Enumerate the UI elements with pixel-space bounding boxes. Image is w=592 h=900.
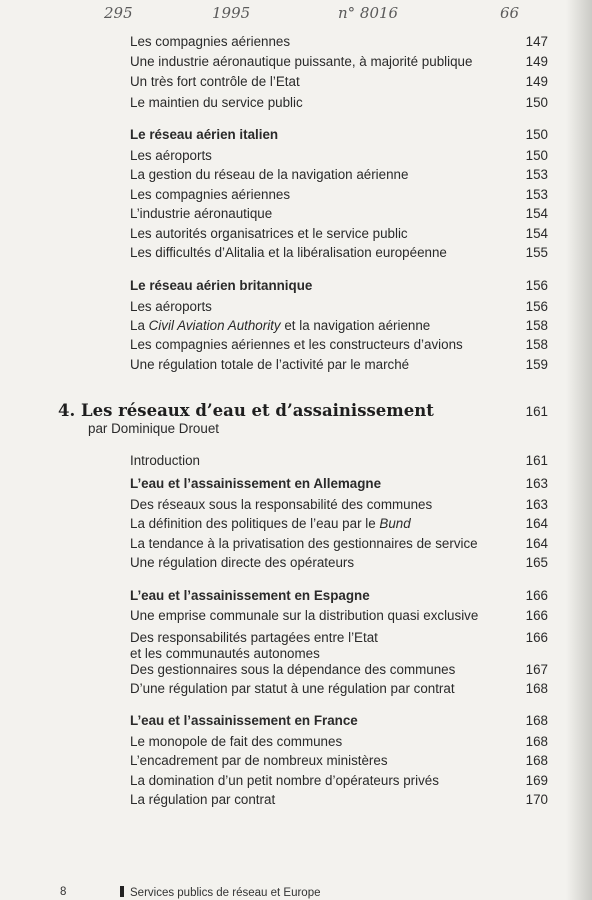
toc-entry[interactable]: [130, 734, 548, 750]
toc-entry-title: L’encadrement par de nombreux ministères: [130, 753, 388, 768]
toc-entry[interactable]: [130, 662, 548, 678]
toc-entry-title: Une industrie aéronautique puissante, à majorité publique: [130, 54, 473, 69]
toc-entry[interactable]: [130, 167, 548, 183]
footer-running-title: [120, 886, 321, 899]
title-line: Des responsabilités partagées entre l’Etat: [130, 630, 378, 645]
toc-entry-title: La gestion du réseau de la navigation aérienne: [130, 167, 409, 182]
toc-section-heading[interactable]: [130, 713, 548, 729]
toc-entry-title: D’une régulation par statut à une régulation par contrat: [130, 681, 455, 696]
toc-entry-page: 158: [525, 337, 548, 352]
toc-entry-page: 166: [525, 630, 548, 645]
title-italic-part: Civil Aviation Authority: [148, 318, 281, 333]
toc-entry-page: 150: [525, 148, 548, 163]
chapter-author: par Dominique Drouet: [88, 421, 219, 436]
toc-entry[interactable]: [130, 337, 548, 353]
toc-entry-page: 155: [525, 245, 548, 260]
toc-heading-title: L’eau et l’assainissement en Espagne: [130, 588, 370, 603]
toc-entry-page: 168: [525, 734, 548, 749]
chapter-page: 161: [525, 404, 548, 419]
footer-mark: [120, 886, 124, 897]
toc-entry-page: 170: [525, 792, 548, 807]
toc-entry-title: Les compagnies aériennes: [130, 34, 291, 49]
title-part: et la navigation aérienne: [280, 318, 431, 333]
page-edge-shadow: [566, 0, 592, 900]
toc-entry-title: [130, 630, 378, 662]
toc-entry-title: La domination d’un petit nombre d’opérateurs privés: [130, 773, 439, 788]
toc-entry-page: 161: [525, 453, 548, 468]
title-part: La: [130, 318, 149, 333]
toc-entry[interactable]: [130, 95, 548, 111]
toc-entry-title: Les aéroports: [130, 148, 212, 163]
toc-entry-title: La tendance à la privatisation des gestionnaires de service: [130, 536, 478, 551]
toc-entry-page: 154: [525, 206, 548, 221]
toc-entry-title: Introduction: [130, 453, 200, 468]
toc-entry[interactable]: [130, 516, 548, 532]
toc-entry[interactable]: [130, 226, 548, 242]
toc-entry[interactable]: [130, 357, 548, 373]
chapter-title: 4. Les réseaux d’eau et d’assainissement: [58, 401, 434, 420]
toc-entry-page: 150: [525, 95, 548, 110]
toc-entry-title: Un très fort contrôle de l’Etat: [130, 74, 300, 89]
toc-entry-page: 168: [525, 681, 548, 696]
toc-entry-page: 156: [525, 278, 548, 293]
toc-entry-title: [130, 516, 411, 532]
handwritten-note-b: 1995: [212, 4, 251, 22]
toc-entry-title: Le maintien du service public: [130, 95, 303, 110]
footer-page-number: 8: [60, 886, 67, 898]
toc-entry[interactable]: [130, 608, 548, 624]
toc-entry[interactable]: [130, 74, 548, 90]
toc-entry[interactable]: [130, 187, 548, 203]
toc-entry-page: 159: [525, 357, 548, 372]
toc-entry-page: 166: [525, 588, 548, 603]
toc-entry-page: 156: [525, 299, 548, 314]
toc-entry-page: 164: [525, 516, 548, 531]
toc-section-heading[interactable]: [130, 278, 548, 294]
toc-entry-title: Les aéroports: [130, 299, 212, 314]
toc-entry[interactable]: [130, 555, 548, 571]
toc-heading-title: Le réseau aérien britannique: [130, 278, 313, 293]
toc-entry-page: 167: [525, 662, 548, 677]
toc-entry-title: Une régulation totale de l’activité par le marché: [130, 357, 410, 372]
toc-entry[interactable]: [130, 773, 548, 789]
toc-entry[interactable]: [130, 681, 548, 697]
toc-entry-title: Les compagnies aériennes et les constructeurs d’avions: [130, 337, 463, 352]
handwritten-note-d: 66: [500, 4, 520, 22]
handwritten-note-a: 295: [104, 4, 133, 22]
toc-entry-title: Des réseaux sous la responsabilité des communes: [130, 497, 433, 512]
toc-section-heading[interactable]: [130, 476, 548, 492]
toc-entry-title: Des gestionnaires sous la dépendance des communes: [130, 662, 456, 677]
toc-entry[interactable]: [130, 299, 548, 315]
toc-entry-title: Les autorités organisatrices et le service public: [130, 226, 408, 241]
toc-entry-page: 149: [525, 54, 548, 69]
toc-entry[interactable]: [130, 245, 548, 261]
title-part: La définition des politiques de l’eau par le: [130, 516, 380, 531]
title-italic-part: Bund: [379, 516, 411, 531]
toc-entry[interactable]: [130, 630, 548, 662]
toc-entry-page: 163: [525, 497, 548, 512]
toc-entry[interactable]: [130, 536, 548, 552]
toc-entry-page: 153: [525, 187, 548, 202]
toc-entry[interactable]: [130, 792, 548, 808]
toc-entry-page: 163: [525, 476, 548, 491]
toc-entry[interactable]: [130, 54, 548, 70]
toc-heading-title: L’eau et l’assainissement en France: [130, 713, 358, 728]
toc-entry-page: 153: [525, 167, 548, 182]
toc-entry-title: Le monopole de fait des communes: [130, 734, 343, 749]
toc-entry-page: 169: [525, 773, 548, 788]
toc-entry-page: 168: [525, 713, 548, 728]
handwritten-note-c: n° 8016: [338, 4, 399, 22]
toc-entry-page: 150: [525, 127, 548, 142]
toc-heading-title: L’eau et l’assainissement en Allemagne: [130, 476, 382, 491]
toc-entry[interactable]: [130, 318, 548, 334]
toc-entry[interactable]: [130, 34, 548, 50]
toc-entry-title: Les compagnies aériennes: [130, 187, 291, 202]
toc-entry-title: L’industrie aéronautique: [130, 206, 273, 221]
toc-entry-title: Une régulation directe des opérateurs: [130, 555, 355, 570]
toc-entry-page: 154: [525, 226, 548, 241]
toc-entry[interactable]: [130, 148, 548, 164]
toc-section-heading[interactable]: [130, 127, 548, 143]
toc-entry-title: Une emprise communale sur la distribution quasi exclusive: [130, 608, 479, 623]
toc-entry-page: 166: [525, 608, 548, 623]
toc-entry[interactable]: [130, 453, 548, 469]
toc-heading-title: Le réseau aérien italien: [130, 127, 279, 142]
footer-running-title-text: Services publics de réseau et Europe: [130, 887, 321, 899]
toc-entry-page: 149: [525, 74, 548, 89]
title-line: et les communautés autonomes: [130, 646, 320, 661]
toc-section-heading[interactable]: [130, 588, 548, 604]
toc-entry-page: 168: [525, 753, 548, 768]
toc-entry-title: [130, 318, 430, 334]
toc-entry-page: 165: [525, 555, 548, 570]
toc-entry-title: Les difficultés d’Alitalia et la libéralisation européenne: [130, 245, 447, 260]
toc-entry[interactable]: [130, 753, 548, 769]
toc-entry[interactable]: [130, 206, 548, 222]
toc-entry-page: 164: [525, 536, 548, 551]
chapter-heading[interactable]: [58, 401, 548, 420]
toc-entry-page: 158: [525, 318, 548, 333]
toc-entry[interactable]: [130, 497, 548, 513]
toc-entry-title: La régulation par contrat: [130, 792, 276, 807]
toc-entry-page: 147: [525, 34, 548, 49]
